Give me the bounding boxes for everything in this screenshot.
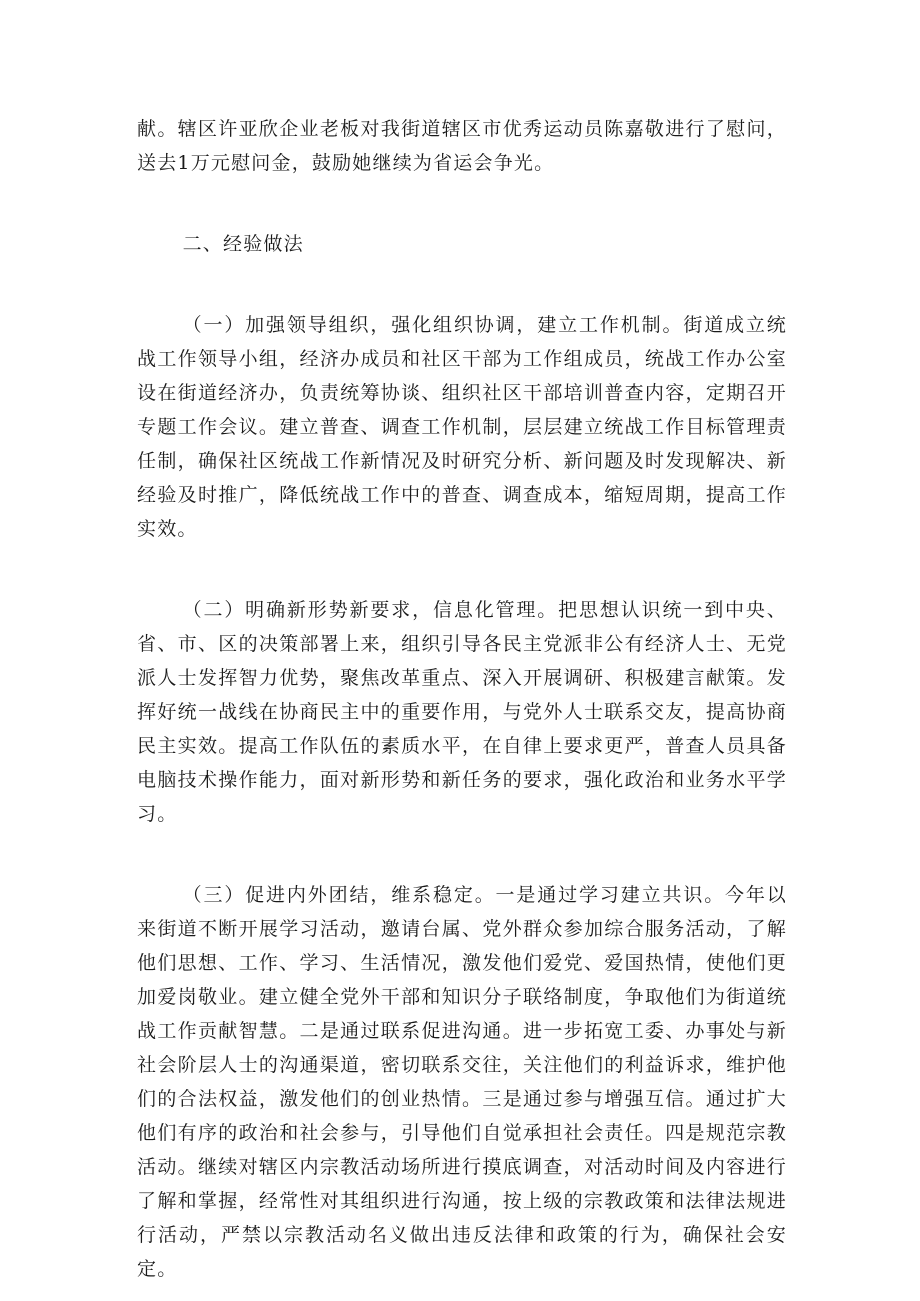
paragraph-continuation: 献。辖区许亚欣企业老板对我街道辖区市优秀运动员陈嘉敬进行了慰问，送去1万元慰问金，鼓励她继续为省运会争光。	[137, 118, 787, 174]
paragraph-three: （三）促进内外团结，维系稳定。一是通过学习建立共识。今年以来街道不断开展学习活动，邀请台属、党外群众参加综合服务活动，了解他们思想、工作、学习、生活情况，激发他们爱党、爱国热情，使他们更加爱岗敬业。建立健全党外干部和知识分子联络制度，争取他们为街道统战工作贡献智慧。二是通过联系促进沟通。进一步拓宽工委、办事处与新社会阶层人士的沟通渠道，密切联系交往，关注他们的利益诉求，维护他们的合法权益，激发他们的创业热情。三是通过参与增强互信。通过扩大他们有序的政治和社会参与，引导他们自觉承担社会责任。四是规范宗教活动。继续对辖区内宗教活动场所进行摸底调查，对活动时间及内容进行了解和掌握，经常性对其组织进行沟通，按上级的宗教政策和法律法规进行活动，严禁以宗教活动名义做出违反法律和政策的行为，确保社会安定。	[137, 884, 787, 1280]
document-body	[137, 112, 787, 1286]
paragraph-two: （二）明确新形势新要求，信息化管理。把思想认识统一到中央、省、市、区的决策部署上来，组织引导各民主党派非公有经济人士、无党派人士发挥智力优势，聚焦改革重点、深入开展调研、积极建言献策。发挥好统一战线在协商民主中的重要作用，与党外人士联系交友，提高协商民主实效。提高工作队伍的素质水平，在自律上要求更严，普查人员具备电脑技术操作能力，面对新形势和新任务的要求，强化政治和业务水平学习。	[137, 599, 787, 825]
section-heading: 二、经验做法	[182, 233, 304, 255]
paragraph-one: （一）加强领导组织，强化组织协调，建立工作机制。街道成立统战工作领导小组，经济办成员和社区干部为工作组成员，统战工作办公室设在街道经济办，负责统筹协谈、组织社区干部培训普查内容，定期召开专题工作会议。建立普查、调查工作机制，层层建立统战工作目标管理责任制，确保社区统战工作新情况及时研究分析、新问题及时发现解决、新经验及时推广，降低统战工作中的普查、调查成本，缩短周期，提高工作实效。	[137, 314, 787, 540]
